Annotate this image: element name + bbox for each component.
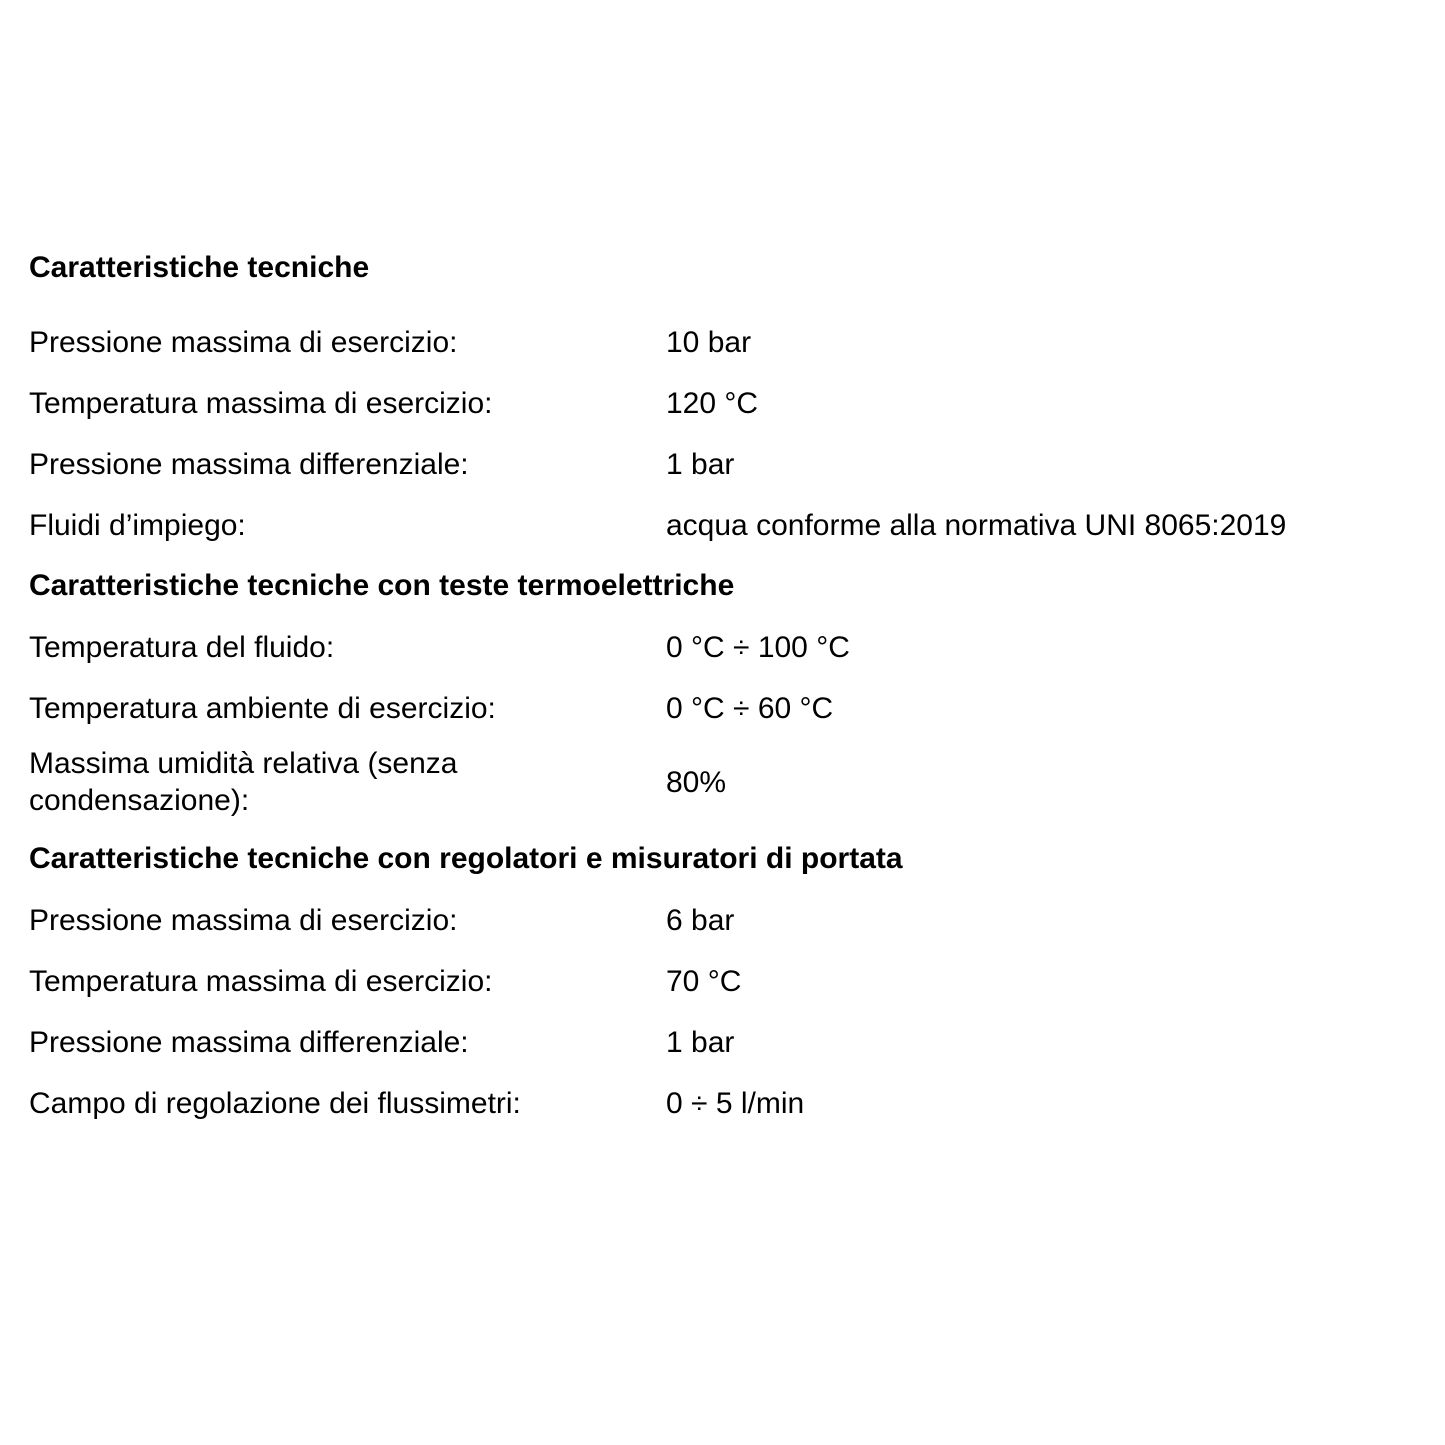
- spec-row: [29, 440, 1419, 488]
- section-title-thermoelectric: Caratteristiche tecniche con teste termoelettriche: [29, 569, 735, 602]
- spec-label: Temperatura del fluido:: [29, 630, 335, 664]
- spec-row: [29, 1079, 1419, 1127]
- spec-row: [29, 623, 1419, 671]
- spec-value: 0 ÷ 5 l/min: [666, 1086, 805, 1120]
- spec-label: Pressione massima differenziale:: [29, 447, 469, 481]
- technical-specifications: [29, 244, 1419, 1140]
- spec-row: [29, 896, 1419, 944]
- spec-value: 0 °C ÷ 60 °C: [666, 691, 834, 725]
- spec-row: [29, 957, 1419, 1005]
- spec-label: Pressione massima di esercizio:: [29, 325, 458, 359]
- spec-label: Pressione massima di esercizio:: [29, 903, 458, 937]
- spec-value: 120 °C: [666, 386, 759, 420]
- section-title-general: Caratteristiche tecniche: [29, 251, 370, 284]
- spec-row: [29, 379, 1419, 427]
- spec-label: Temperatura massima di esercizio:: [29, 386, 493, 420]
- spec-value: 80%: [666, 765, 727, 799]
- spec-value: 70 °C: [666, 964, 742, 998]
- spec-label: Campo di regolazione dei flussimetri:: [29, 1086, 521, 1120]
- spec-label: Pressione massima differenziale:: [29, 1025, 469, 1059]
- spec-value: 0 °C ÷ 100 °C: [666, 630, 850, 664]
- spec-value: 1 bar: [666, 447, 735, 481]
- spec-row: [29, 1018, 1419, 1066]
- spec-label: Temperatura massima di esercizio:: [29, 964, 493, 998]
- spec-label: Fluidi d’impiego:: [29, 508, 246, 542]
- section-title-flow-regulators: Caratteristiche tecniche con regolatori e misuratori di portata: [29, 842, 903, 875]
- spec-row: [29, 745, 1419, 819]
- spec-value: 6 bar: [666, 903, 735, 937]
- spec-row: [29, 318, 1419, 366]
- spec-value: 1 bar: [666, 1025, 735, 1059]
- spec-row: [29, 501, 1419, 549]
- spec-label: Massima umidità relativa (senza condensazione):: [29, 747, 458, 817]
- spec-row: [29, 684, 1419, 732]
- spec-label: Temperatura ambiente di esercizio:: [29, 691, 496, 725]
- spec-value: acqua conforme alla normativa UNI 8065:2019: [666, 508, 1287, 542]
- spec-value: 10 bar: [666, 325, 752, 359]
